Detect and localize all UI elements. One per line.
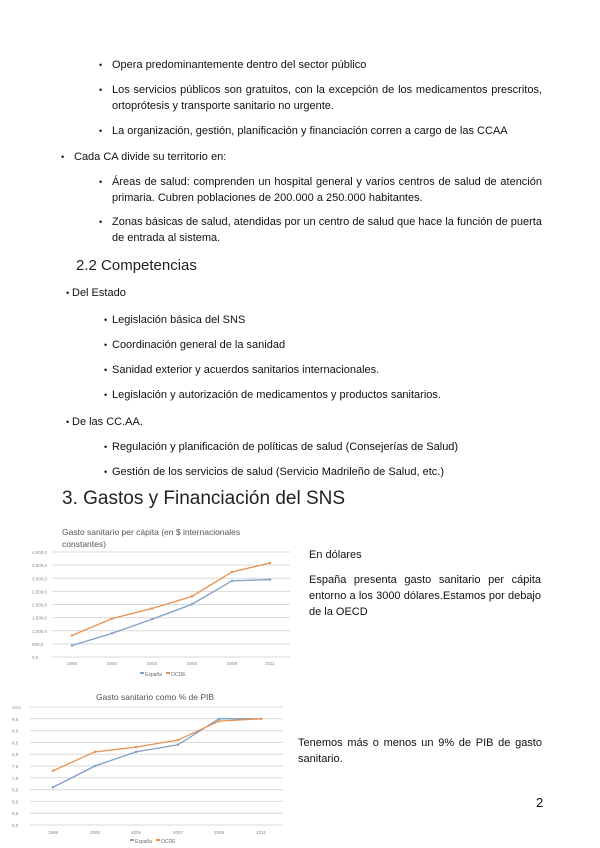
list-item: Opera predominantemente dentro del sector público bbox=[112, 59, 367, 71]
y-tick-label: 7,5 bbox=[12, 764, 19, 769]
section-heading: 2.2 Competencias bbox=[76, 257, 197, 274]
series-line-españa bbox=[53, 719, 261, 787]
data-point bbox=[71, 634, 73, 636]
data-point bbox=[71, 644, 73, 646]
chart-title: constantes) bbox=[62, 539, 106, 549]
bullet-icon: • bbox=[104, 315, 108, 325]
list-item: Legislación básica del SNS bbox=[112, 314, 246, 326]
series-line-ocde bbox=[53, 719, 261, 771]
data-point bbox=[269, 562, 271, 564]
x-tick-label: 1995 bbox=[66, 661, 78, 666]
page-number: 2 bbox=[536, 795, 544, 810]
bullet-icon: • bbox=[61, 152, 65, 162]
list-item: Zonas básicas de salud, atendidas por un centro de salud que hace la función de puerta de entrada al sistema. bbox=[112, 216, 542, 244]
chart-gasto-pib bbox=[10, 688, 300, 848]
legend-label: España bbox=[145, 672, 162, 678]
y-tick-label: 10,0 bbox=[12, 705, 21, 710]
x-tick-label: 2000 bbox=[89, 830, 101, 835]
data-point bbox=[218, 720, 220, 722]
y-tick-label: 6,0 bbox=[12, 799, 19, 805]
series-line-españa bbox=[72, 580, 270, 646]
chart-title: Gasto sanitario per cápita (en $ internacionales bbox=[62, 527, 241, 537]
bullet-icon: • bbox=[66, 417, 70, 427]
data-point bbox=[135, 751, 137, 753]
data-point bbox=[177, 739, 179, 741]
bullet-icon: • bbox=[99, 126, 103, 136]
legend-marker bbox=[156, 839, 160, 841]
data-point bbox=[260, 718, 262, 720]
x-tick-label: 2003 bbox=[146, 661, 158, 666]
y-tick-label: 1.500,0 bbox=[32, 615, 48, 621]
y-tick-label: 5,0 bbox=[12, 823, 19, 828]
list-label: De las CC.AA. bbox=[72, 416, 143, 428]
data-point bbox=[135, 746, 137, 748]
legend-label: España bbox=[135, 839, 152, 845]
list-item: La organización, gestión, planificación y financiación corren a cargo de las CCAA bbox=[112, 125, 508, 137]
x-tick-label: 1995 bbox=[47, 830, 59, 835]
data-point bbox=[52, 770, 54, 772]
legend-marker bbox=[140, 672, 144, 674]
data-point bbox=[218, 718, 220, 720]
x-tick-label: 2005 bbox=[130, 830, 142, 835]
list-label: Del Estado bbox=[72, 287, 126, 299]
list-item: Legislación y autorización de medicamentos y productos sanitarios. bbox=[112, 389, 441, 401]
data-point bbox=[231, 571, 233, 573]
y-tick-label: 9,5 bbox=[12, 716, 19, 722]
x-tick-label: 2000 bbox=[106, 661, 118, 666]
y-tick-label: 500,0 bbox=[32, 641, 44, 647]
chart-title: Gasto sanitario como % de PIB bbox=[95, 692, 215, 702]
y-tick-label: 2.500,0 bbox=[32, 589, 48, 595]
y-tick-label: 5,5 bbox=[12, 811, 19, 817]
data-point bbox=[177, 744, 179, 746]
y-tick-label: 4.000,0 bbox=[32, 550, 48, 555]
y-tick-label: 6,5 bbox=[12, 787, 19, 793]
y-tick-label: 7,0 bbox=[12, 775, 19, 781]
bullet-icon: • bbox=[104, 442, 108, 452]
y-tick-label: 1.000,0 bbox=[32, 628, 48, 634]
data-point bbox=[151, 618, 153, 620]
data-point bbox=[52, 786, 54, 788]
bullet-icon: • bbox=[66, 288, 70, 298]
bullet-icon: • bbox=[99, 217, 103, 227]
legend-marker bbox=[166, 672, 170, 674]
x-tick-label: 2007 bbox=[172, 830, 184, 835]
note-text: Tenemos más o menos un 9% de PIB de gasto sanitario. bbox=[298, 737, 542, 765]
bullet-icon: • bbox=[104, 390, 108, 400]
y-tick-label: 8,5 bbox=[12, 740, 19, 746]
x-tick-label: 2011 bbox=[265, 661, 275, 666]
list-item: Coordinación general de la sanidad bbox=[112, 339, 286, 351]
data-point bbox=[269, 578, 271, 580]
data-point bbox=[94, 751, 96, 753]
y-tick-label: 9,0 bbox=[12, 728, 19, 734]
data-point bbox=[111, 632, 113, 634]
list-item: Gestión de los servicios de salud (Servicio Madrileño de Salud, etc.) bbox=[112, 466, 444, 478]
data-point bbox=[111, 617, 113, 619]
list-item: Sanidad exterior y acuerdos sanitarios internacionales. bbox=[112, 364, 380, 376]
list-item: Cada CA divide su territorio en: bbox=[74, 151, 227, 163]
bullet-icon: • bbox=[99, 177, 103, 187]
series-line-ocde bbox=[72, 563, 270, 635]
y-tick-label: 8,0 bbox=[12, 752, 19, 758]
data-point bbox=[191, 603, 193, 605]
x-tick-label: 2009 bbox=[213, 830, 225, 835]
section-heading: 3. Gastos y Financiación del SNS bbox=[62, 488, 346, 509]
chart-gasto-per-capita bbox=[30, 520, 300, 685]
note-text: España presenta gasto sanitario per cápita entorno a los 3000 dólares.Estamos por debajo de la OECD bbox=[309, 574, 541, 618]
list-item: Los servicios públicos son gratuitos, con la excepción de los medicamentos prescritos, ortoprótesis y transporte sanitario no urgente. bbox=[112, 84, 542, 112]
bullet-icon: • bbox=[104, 340, 108, 350]
data-point bbox=[191, 595, 193, 597]
x-tick-label: 2009 bbox=[226, 661, 238, 666]
y-tick-label: 3.500,0 bbox=[32, 563, 48, 569]
note-title: En dólares bbox=[309, 549, 362, 561]
list-item: Regulación y planificación de políticas de salud (Consejerías de Salud) bbox=[112, 441, 459, 453]
bullet-icon: • bbox=[104, 467, 108, 477]
bullet-icon: • bbox=[104, 365, 108, 375]
legend-label: OCDE bbox=[161, 839, 176, 845]
data-point bbox=[151, 607, 153, 609]
legend-label: OCDE bbox=[171, 672, 186, 678]
bullet-icon: • bbox=[99, 60, 103, 70]
bullet-icon: • bbox=[99, 85, 103, 95]
x-tick-label: 2011 bbox=[256, 830, 266, 835]
y-tick-label: 3.000,0 bbox=[32, 576, 48, 582]
data-point bbox=[231, 580, 233, 582]
legend-marker bbox=[130, 839, 134, 841]
y-tick-label: 2.000,0 bbox=[32, 602, 48, 608]
list-item: Áreas de salud: comprenden un hospital general y varios centros de salud de atención primaria. Cubren poblaciones de 200.000 a 250.000 habitantes. bbox=[112, 176, 542, 204]
y-tick-label: 0,0 bbox=[32, 655, 39, 660]
x-tick-label: 2006 bbox=[186, 661, 198, 666]
data-point bbox=[94, 765, 96, 767]
